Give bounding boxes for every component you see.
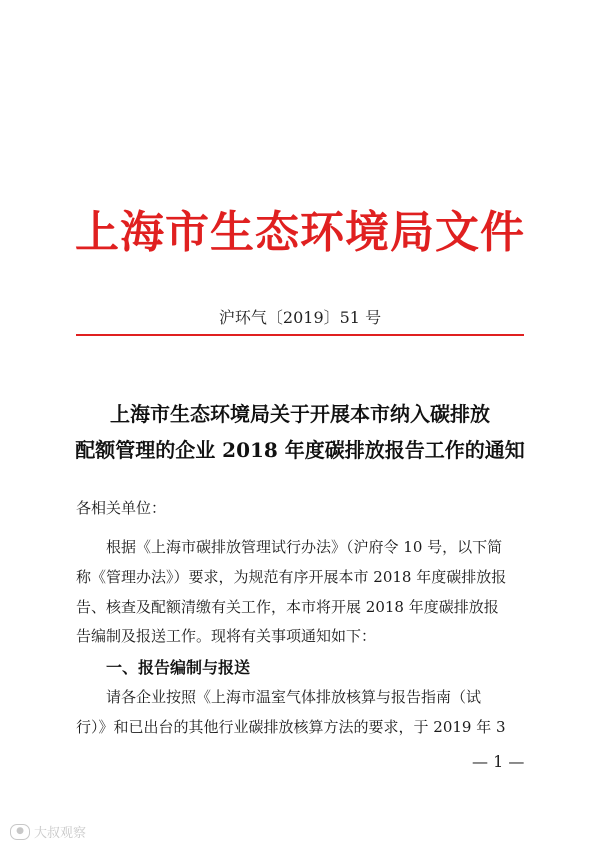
paragraph-1-line-4: 告编制及报送工作。现将有关事项通知如下： [76,627,377,645]
paragraph-1-line-2: 称《管理办法》）要求，为规范有序开展本市 2018 年度碳排放报 [76,568,507,586]
watermark [10,822,86,841]
eye-logo-icon: ● [10,824,30,840]
paragraph-2-line-1: 请各企业按照《上海市温室气体排放核算与报告指南（试 [106,688,482,706]
paragraph-1-line-1: 根据《上海市碳排放管理试行办法》（沪府令 10 号，以下简 [106,538,503,556]
page-number: — 1 — [472,752,525,771]
red-divider-rule [76,334,524,336]
paragraph-2-line-2: 行）》和已出台的其他行业碳排放核算方法的要求，于 2019 年 3 [76,718,506,736]
notice-title-line-2: 配额管理的企业 2018 年度碳排放报告工作的通知 [75,438,525,462]
document-header-title: 上海市生态环境局文件 [75,207,525,258]
notice-title-line-1: 上海市生态环境局关于开展本市纳入碳排放 [110,402,490,426]
salutation: 各相关单位： [76,499,167,517]
paragraph-1-line-3: 告、核查及配额清缴有关工作，本市将开展 2018 年度碳排放报 [76,598,499,616]
document-number: 沪环气〔2019〕51 号 [218,308,382,327]
section-1-heading: 一、报告编制与报送 [106,658,251,677]
watermark-text: 大叔观察 [34,826,87,841]
